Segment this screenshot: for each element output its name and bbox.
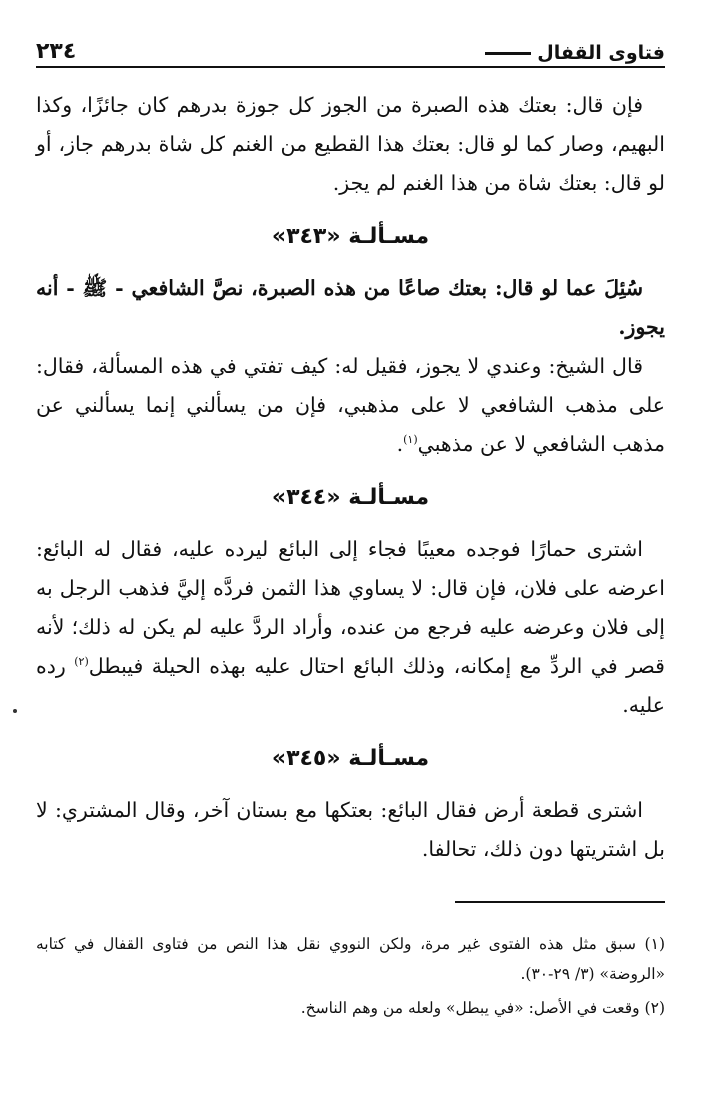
paragraph-2: سُئِلَ عما لو قال: بعتك صاعًا من هذه الصبرة، نصَّ الشافعي - ﷺ - أنه يجوز. (36, 276, 665, 339)
section-heading-344: مسـألـة «٣٤٤» (271, 485, 430, 510)
section-heading-343: مسـألـة «٣٤٣» (271, 224, 430, 249)
running-header (36, 34, 665, 68)
section-heading-345: مسـألـة «٣٤٥» (271, 746, 430, 771)
paragraph-3-text: قال الشيخ: وعندي لا يجوز، فقيل له: كيف تفتي في هذه المسألة، فقال: على مذهب الشافعي لا على مذهبي، فإن من يسألني إنما يسألني عن مذهب الشافعي لا عن مذهبي (36, 354, 665, 456)
paragraph-4-text: اشترى حمارًا فوجده معيبًا فجاء إلى البائع ليرده عليه، فقال له البائع: اعرضه على فلان، فإن قال: لا يساوي هذا الثمن فردَّه إليَّ فذهب الرجل به إلى فلان وعرضه عليه فرجع من عنده، وأراد الردَّ عليه لم يكن له ذلك؛ لأنه قصر في الردِّ مع إمكانه، وذلك البائع احتال عليه بهذه الحيلة فيبطل (36, 537, 665, 678)
page-number: ٢٣٤ (36, 39, 77, 64)
footnote-1: (١) سبق مثل هذه الفتوى غير مرة، ولكن النووي نقل هذا النص من فتاوى القفال في كتابه «الروضة» (٣/ ٢٩-٣٠). (36, 935, 665, 983)
paragraph-3-end: . (396, 432, 404, 456)
main-text (36, 86, 665, 869)
paragraph-5: اشترى قطعة أرض فقال البائع: بعتكها مع بستان آخر، وقال المشتري: لا بل اشتريتها دون ذلك، تحالفا. (36, 798, 665, 861)
footnote-ref-2: (٢) (74, 655, 89, 669)
book-title: فتاوى القفال (485, 42, 665, 64)
paragraph-4 (36, 530, 665, 725)
footnote-2: (٢) وقعت في الأصل: «في يبطل» ولعله من وهم الناسخ. (300, 999, 665, 1017)
paragraph-1: فإن قال: بعتك هذه الصبرة من الجوز كل جوزة بدرهم كان جائزًا، وكذا البهيم، وصار كما لو قال: بعتك هذا القطيع من الغنم كل شاة بدرهم جاز، أو لو قال: بعتك شاة من هذا الغنم لم يجز. (36, 93, 665, 195)
footnote-separator (455, 901, 665, 903)
book-page (36, 34, 665, 1080)
stray-mark (13, 709, 17, 713)
footnotes (36, 915, 665, 1023)
paragraph-4-end: رده عليه. (36, 654, 665, 717)
footnote-ref-1: (١) (403, 433, 418, 447)
paragraph-3 (36, 347, 665, 464)
